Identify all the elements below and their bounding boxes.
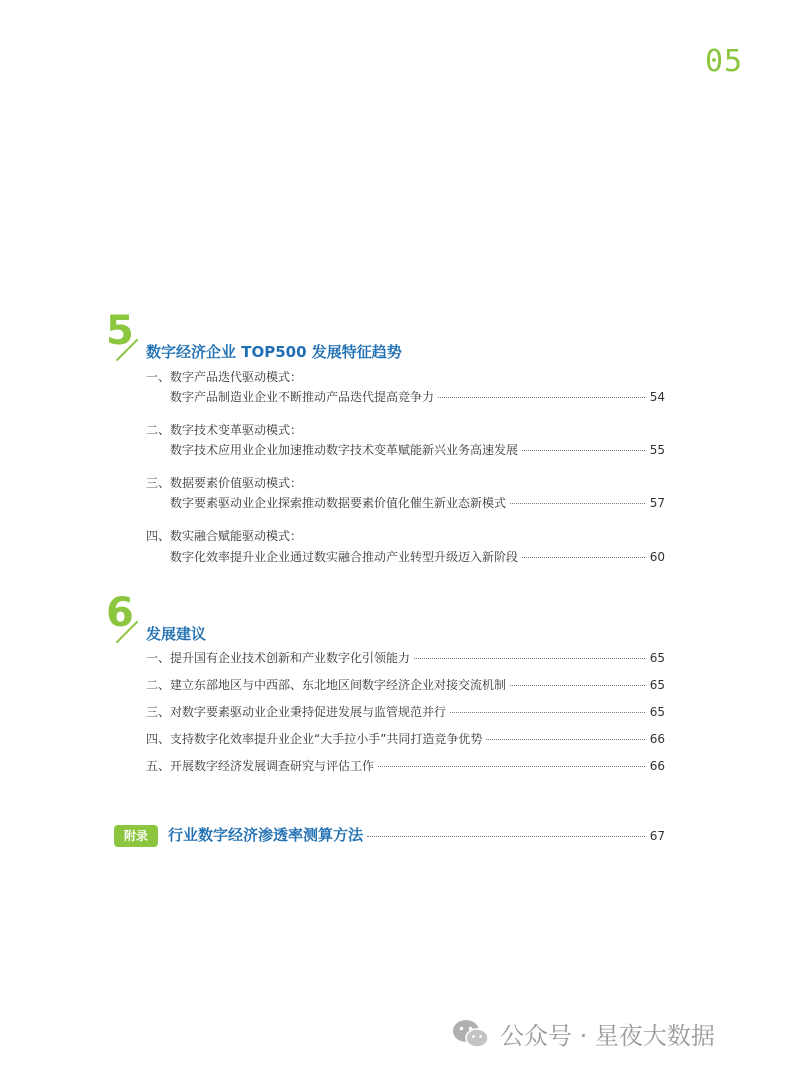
- toc-6-1-entry[interactable]: [146, 650, 665, 666]
- toc-6-4-page: 66: [649, 732, 665, 746]
- toc-5-2-heading: 二、数字技术变革驱动模式：: [146, 423, 303, 437]
- watermark: [452, 1016, 715, 1051]
- toc-5-3-heading: 三、数据要素价值驱动模式：: [146, 476, 303, 490]
- toc-5-1-text: 数字产品制造业企业不断推动产品迭代提高竞争力: [170, 390, 435, 404]
- toc-6-2-entry[interactable]: [146, 677, 665, 693]
- appendix-badge: 附录: [114, 825, 158, 847]
- toc-leader-dots: [510, 685, 645, 686]
- toc-5-3-entry[interactable]: [170, 495, 665, 511]
- toc-leader-dots: [522, 450, 645, 451]
- toc-6-5-entry[interactable]: [146, 758, 665, 774]
- appendix-title: 行业数字经济渗透率测算方法: [168, 826, 364, 844]
- toc-5-4-entry[interactable]: [170, 549, 665, 565]
- toc-5-4-heading: 四、数实融合赋能驱动模式：: [146, 529, 303, 543]
- toc-6-1-page: 65: [649, 651, 665, 665]
- section-5-number: 5: [106, 308, 134, 354]
- toc-6-3-page: 65: [649, 705, 665, 719]
- section-6-number: 6: [106, 590, 134, 636]
- section-5-title: 数字经济企业 TOP500 发展特征趋势: [146, 343, 402, 361]
- section-6-title: 发展建议: [146, 625, 207, 643]
- toc-6-4-text: 四、支持数字化效率提升业企业“大手拉小手”共同打造竞争优势: [146, 732, 483, 746]
- toc-6-3-text: 三、对数字要素驱动业企业秉持促进发展与监管规范并行: [146, 705, 447, 719]
- toc-leader-dots: [438, 397, 645, 398]
- toc-6-2-text: 二、建立东部地区与中西部、东北地区间数字经济企业对接交流机制: [146, 678, 507, 692]
- toc-6-2-page: 65: [649, 678, 665, 692]
- page-number: 05: [705, 44, 744, 79]
- toc-leader-dots: [510, 503, 645, 504]
- watermark-text: 公众号 · 星夜大数据: [500, 1022, 715, 1050]
- toc-5-4-page: 60: [649, 550, 665, 564]
- toc-leader-dots: [367, 836, 645, 837]
- toc-6-5-page: 66: [649, 759, 665, 773]
- toc-5-3-page: 57: [649, 496, 665, 510]
- toc-6-1-text: 一、提升国有企业技术创新和产业数字化引领能力: [146, 651, 411, 665]
- toc-5-1-page: 54: [649, 390, 665, 404]
- toc-5-2-page: 55: [649, 443, 665, 457]
- toc-5-1-entry[interactable]: [170, 389, 665, 405]
- toc-5-3-text: 数字要素驱动业企业探索推动数据要素价值化催生新业态新模式: [170, 496, 507, 510]
- toc-6-3-entry[interactable]: [146, 704, 665, 720]
- appendix-entry[interactable]: [168, 827, 665, 844]
- toc-5-4-text: 数字化效率提升业企业通过数实融合推动产业转型升级迈入新阶段: [170, 550, 519, 564]
- wechat-icon: [452, 1019, 490, 1049]
- toc-6-4-entry[interactable]: [146, 731, 665, 747]
- toc-leader-dots: [414, 658, 645, 659]
- toc-5-2-text: 数字技术应用业企业加速推动数字技术变革赋能新兴业务高速发展: [170, 443, 519, 457]
- toc-leader-dots: [522, 557, 645, 558]
- toc-6-5-text: 五、开展数字经济发展调查研究与评估工作: [146, 759, 375, 773]
- toc-leader-dots: [450, 712, 645, 713]
- toc-leader-dots: [378, 766, 645, 767]
- toc-5-1-heading: 一、数字产品迭代驱动模式：: [146, 370, 303, 384]
- appendix-page: 67: [649, 829, 665, 843]
- toc-leader-dots: [486, 739, 645, 740]
- toc-5-2-entry[interactable]: [170, 442, 665, 458]
